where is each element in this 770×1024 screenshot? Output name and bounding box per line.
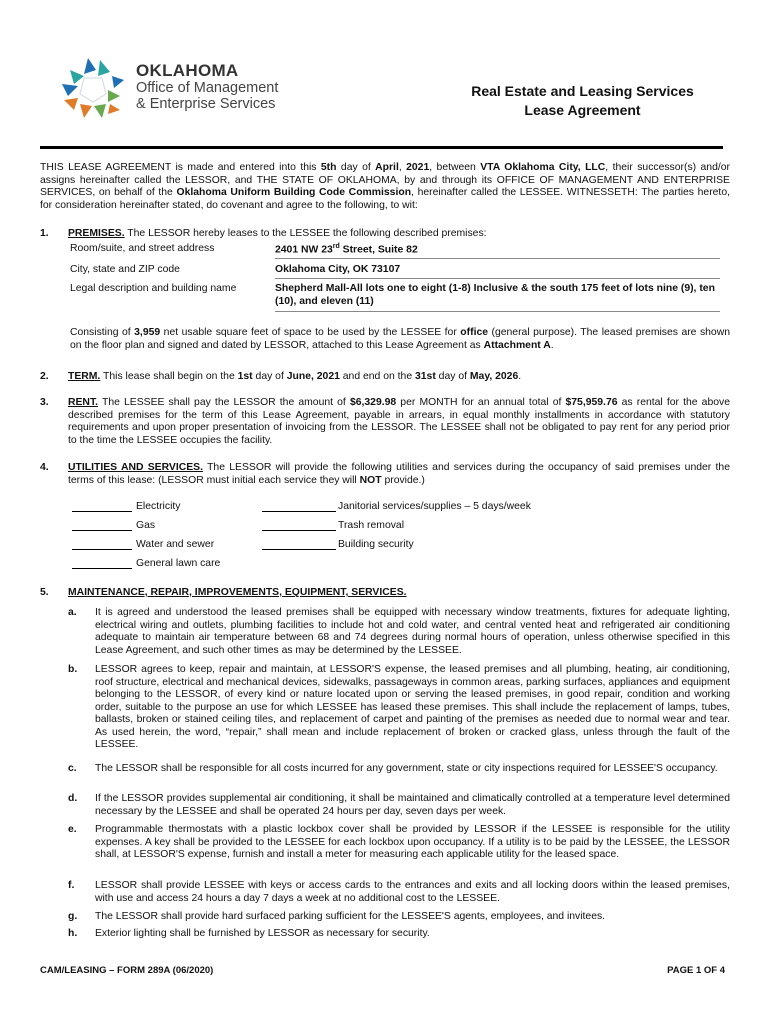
section-rent: 3. RENT. The LESSEE shall pay the LESSOR the amount of $6,329.98 per MONTH for an annual total of $75,959.76 as rental for the above described premises for the term of this Lease Agreement, payable in arrears, in equal monthly installments in accordance with statutory requirements and upon proper presentation of invoicing from the LESSOR. The LESSEE shall not be obligated to pay rent for any period prior to the time the LESSEE occupies the facility. — [40, 397, 730, 446]
star-emblem-icon — [58, 56, 128, 122]
header-divider — [40, 146, 723, 149]
section-number: 1. — [40, 228, 49, 239]
utility-electricity[interactable]: Electricity — [72, 501, 180, 512]
utility-lawn-care[interactable]: General lawn care — [72, 558, 220, 569]
initial-blank[interactable] — [262, 501, 336, 512]
maintenance-item-c: c. The LESSOR shall be responsible for all costs incurred for any government, state or city inspections required for LESSEE'S occupancy. — [68, 763, 718, 774]
form-number: CAM/LEASING – FORM 289A (06/2020) — [40, 965, 214, 976]
maintenance-item-a: a. It is agreed and understood the leased premises shall be equipped with necessary window treatments, fixtures for adequate lighting, electrical wiring and outlets, plumbing facilities to include hot and cold water, and central vented heat and refrigerated air conditioning adequate to maintain air temperature between 68 and 74 degrees during normal hours of operation, unless otherwise specified in this Lease Agreement, and such other times as may be determined by the LESSEE. — [68, 607, 730, 656]
page-number: PAGE 1 OF 4 — [667, 965, 725, 976]
utility-janitorial[interactable]: Janitorial services/supplies – 5 days/week — [262, 501, 531, 512]
utility-gas[interactable]: Gas — [72, 520, 155, 531]
maintenance-item-b: b. LESSOR agrees to keep, repair and maintain, at LESSOR'S expense, the leased premises and all plumbing, heating, air conditioning, roof structure, electrical and mechanical devices, sidewalks, passageways in common areas, parking surfaces, appliances and equipment belonging to the LESSOR, of every kind or nature located upon or serving the leased premises, in good repair, condition and working order, suitable to the purpose an use for which LESSEE has leased these premises. This shall include the replacement of lamps, tubes, ballasts, broken or stained ceiling tiles, and replacement of carpet and painting of the premises as needed due to normal wear and tear. As used herein, the word, “repair,” shall mean and include replacement of broken or cracked glass, unless through the fault of the LESSEE. — [68, 664, 730, 750]
section-utilities: 4. UTILITIES AND SERVICES. The LESSOR will provide the following utilities and services during the occupancy of said premises under the terms of this lease: (LESSOR must initial each service they will NOT provide.) — [40, 462, 730, 486]
section-term: 2. TERM. This lease shall begin on the 1st day of June, 2021 and end on the 31st day of May, 2026. — [40, 371, 522, 382]
lease-page: OKLAHOMA Office of Management & Enterprise Services Real Estate and Leasing Services Lease Agreement THIS LEASE AGREEMENT is made and entered into this 5th day of April, 2021, between VTA Oklahoma City, LLC, their successor(s) and/or assigns hereinafter called the LESSOR, and THE STATE OF OKLAHOMA, by and through its OFFICE OF MANAGEMENT AND ENTERPRISE SERVICES, on behalf of the Oklahoma Uniform Building Code Commission, hereinafter called the LESSEE. WITNESSETH: The parties hereto, for consideration hereinafter stated, do covenant and agree to the following, to wit: 1. PREMISES. The LESSOR hereby leases to the LESSEE the following described premises: Room/suite, and street address 2401 NW 23rd Street, Suite 82 City, state and ZIP code Oklahoma City, OK 73107 Legal description and building name Shepherd Mall-All lots one to eight (1-8) Inclusive & the south 175 feet of lots nine (9), ten (10), and eleven (11) Consisting of 3,959 net usable square feet of space to be used by the LESSEE for office (general purpose). The leased premises are shown on the floor plan and signed and dated by LESSOR, attached to this Lease Agreement as Attachment A. 2. TERM. This lease shall begin on the 1st day of June, 2021 and end on the 31st day of May, 2026. 3. RENT. The LESSEE shall pay the LESSOR the amount of $6,329.98 per MONTH for an annual total of $75,959.76 as rental for the above described premises for the term of this Lease Agreement, payable in arrears, in equal monthly installments in accordance with statutory requirements and upon proper presentation of invoicing from the LESSOR. The LESSEE shall not be obligated to pay rent for any period prior to the time the LESSEE occupies the facility. 4. UTILITIES AND SERVICES. The LESSOR will provide the following utilities and services during the occupancy of said premises under the terms of this lease: (LESSOR must initial each service they will NOT provide.) Electricity Gas Water and sewer General lawn care Janitorial services/supplies – 5 days/week Trash removal Building security 5. MAINTENANCE, REPAIR, IMPROVEMENTS, EQUIPMENT, SERVICES. a. It is agreed and understood the leased premises shall be equipped with necessary window treatments, fixtures for adequate lighting, electrical wiring and outlets, plumbing facilities to include hot and cold water, and central vented heat and refrigerated air conditioning adequate to maintain air temperature between 68 and 74 degrees during normal hours of operation, unless otherwise specified in this Lease Agreement, and such other times as may be determined by the LESSEE. b. LESSOR agrees to keep, repair and maintain, at LESSOR'S expense, the leased premises and all plumbing, heating, air conditioning, roof structure, electrical and mechanical devices, sidewalks, passageways in common areas, parking surfaces, appliances and equipment belonging to the LESSOR, of every kind or nature located upon or serving the leased premises, in good repair, condition and working order, suitable to the purpose an use for which LESSEE has leased these premises. This shall include the replacement of lamps, tubes, ballasts, broken or stained ceiling tiles, and replacement of carpet and painting of the premises as needed due to normal wear and tear. As used herein, the word, “repair,” shall mean and include replacement of broken or cracked glass, unless through the fault of the LESSEE. c. The LESSOR shall be responsible for all costs incurred for any government, state or city inspections required for LESSEE'S occupancy. d. If the LESSOR provides supplemental air conditioning, it shall be maintained and climatically controlled at a temperature level determined necessary by the LESSEE and shall be operated 24 hours per day, seven days per week. e. Programmable thermostats with a plastic lockbox cover shall be provided by LESSOR if the LESSEE is responsible for the utility expenses. A key shall be provided to the LESSEE for each lockbox upon occupancy. If a utility is to be paid by the LESSEE, the LESSOR shall, at LESSOR'S expense, furnish and install a meter for measuring each applicable utility for the leased space. f. LESSOR shall provide LESSEE with keys or access cards to the entrances and exits and all locking doors within the leased premises, with use and access 24 hours a day 7 days a week at no additional cost to the LESSEE. g. The LESSOR shall provide hard surfaced parking sufficient for the LESSEE'S agents, employees, and invitees. h. Exterior lighting shall be furnished by LESSOR as necessary for security. CAM/LEASING – FORM 289A (06/2020) PAGE 1 OF 4 — [0, 0, 770, 1024]
intro-paragraph: THIS LEASE AGREEMENT is made and entered into this 5th day of April, 2021, between VTA Oklahoma City, LLC, their successor(s) and/or assigns hereinafter called the LESSOR, and THE STATE OF OKLAHOMA, by and through its OFFICE OF MANAGEMENT AND ENTERPRISE SERVICES, on behalf of the Oklahoma Uniform Building Code Commission, hereinafter called the LESSEE. WITNESSETH: The parties hereto, for consideration hereinafter stated, do covenant and agree to the following, to wit: — [40, 162, 730, 211]
maintenance-item-g: g. The LESSOR shall provide hard surfaced parking sufficient for the LESSEE'S agents, employees, and invitees. — [68, 911, 606, 922]
maintenance-item-e: e. Programmable thermostats with a plastic lockbox cover shall be provided by LESSOR if the LESSEE is responsible for the utility expenses. A key shall be provided to the LESSEE for each lockbox upon occupancy. If a utility is to be paid by the LESSEE, the LESSOR shall, at LESSOR'S expense, furnish and install a meter for measuring each applicable utility for the leased space. — [68, 824, 730, 860]
org-subtitle-line2: & Enterprise Services — [136, 96, 276, 112]
initial-blank[interactable] — [72, 558, 132, 569]
utility-water-sewer[interactable]: Water and sewer — [72, 539, 214, 550]
maintenance-item-d: d. If the LESSOR provides supplemental air conditioning, it shall be maintained and climatically controlled at a temperature level determined necessary by the LESSEE and shall be operated 24 hours per day, seven days per week. — [68, 793, 730, 817]
utility-security[interactable]: Building security — [262, 539, 414, 550]
title-line2: Lease Agreement — [524, 102, 641, 118]
premises-consisting: Consisting of 3,959 net usable square feet of space to be used by the LESSEE for office (general purpose). The leased premises are shown on the floor plan and signed and dated by LESSOR, attached to this Lease Agreement as Attachment A. — [70, 327, 730, 351]
section-maintenance: 5. MAINTENANCE, REPAIR, IMPROVEMENTS, EQUIPMENT, SERVICES. — [40, 587, 407, 598]
initial-blank[interactable] — [72, 539, 132, 550]
section-premises: 1. PREMISES. The LESSOR hereby leases to the LESSEE the following described premises: — [40, 228, 487, 239]
logo-wordmark — [136, 62, 278, 112]
org-name: OKLAHOMA — [136, 61, 239, 80]
initial-blank[interactable] — [72, 501, 132, 512]
section-heading: PREMISES. — [68, 228, 125, 239]
initial-blank[interactable] — [262, 539, 336, 550]
document-title — [430, 82, 735, 120]
org-subtitle-line1: Office of Management — [136, 80, 279, 96]
initial-blank[interactable] — [72, 520, 132, 531]
utility-trash[interactable]: Trash removal — [262, 520, 404, 531]
initial-blank[interactable] — [262, 520, 336, 531]
maintenance-item-h: h. Exterior lighting shall be furnished by LESSOR as necessary for security. — [68, 928, 430, 939]
title-line1: Real Estate and Leasing Services — [471, 83, 694, 99]
maintenance-item-f: f. LESSOR shall provide LESSEE with keys or access cards to the entrances and exits and all locking doors within the leased premises, with use and access 24 hours a day 7 days a week at no additional cost to the LESSEE. — [68, 880, 730, 904]
omes-logo — [58, 56, 308, 122]
